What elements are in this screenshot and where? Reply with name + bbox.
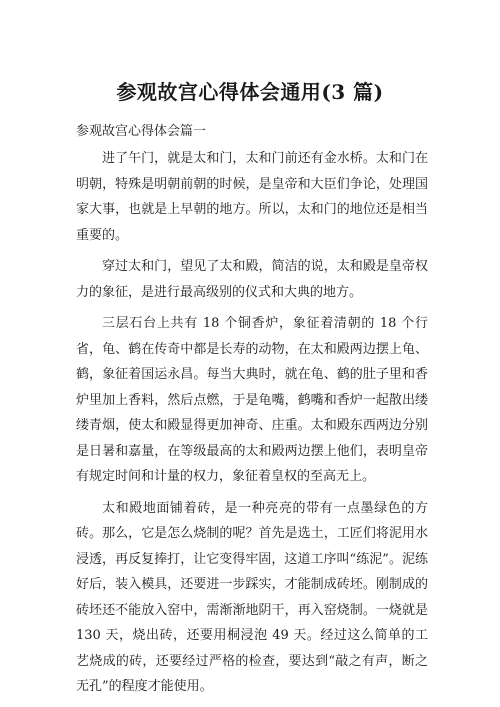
paragraph-1: 进了午门，就是太和门，太和门前还有金水桥。太和门在明朝，特殊是明朝前朝的时候，是皇帝和大臣们争论，处理国家大事，也就是上早朝的地方。所以，太和门的地位还是相当重要的。 xyxy=(76,151,428,243)
paragraph-4: 太和殿地面铺着砖，是一种亮亮的带有一点墨绿色的方砖。那么，它是怎么烧制的呢？首先是选土，工匠们将泥用水浸透，再反复捧打，让它变得牢固，这道工序叫“练泥”。泥练好后，装入模具，还要进一步踩实，才能制成砖坯。刚制成的砖坯还不能放入窑中，需渐渐地阴干，再入窑烧制。一烧就是 130 天，烧出砖，还要用桐浸泡 49 天。经过这么简单的工艺烧成的砖，还要经过严格的检查，要达到“敲之有声，断之无孔”的程度才能使用。 xyxy=(76,500,428,694)
section-heading: 参观故宫心得体会篇一 xyxy=(76,124,207,139)
paragraph-2: 穿过太和门，望见了太和殿，简洁的说，太和殿是皇帝权力的象征，是进行最高级别的仪式和大典的地方。 xyxy=(76,259,428,300)
document-body xyxy=(76,146,428,706)
paragraph-3: 三层石台上共有 18 个铜香炉，象征着清朝的 18 个行省，龟、鹤在传奇中都是长寿的动物，在太和殿两边摆上龟、鹤，象征着国运永昌。每当大典时，就在龟、鹤的肚子里和香炉里加上香料，然后点燃，于是龟嘴，鹤嘴和香炉一起散出缕缕青烟，使太和殿显得更加神奇、庄重。太和殿东西两边分别是日暑和嘉量，在等级最高的太和殿两边摆上他们，表明皇帝有规定时间和计量的权力，象征着皇权的至高无上。 xyxy=(76,316,428,484)
document-title: 参观故宫心得体会通用(3 篇) xyxy=(116,80,384,104)
